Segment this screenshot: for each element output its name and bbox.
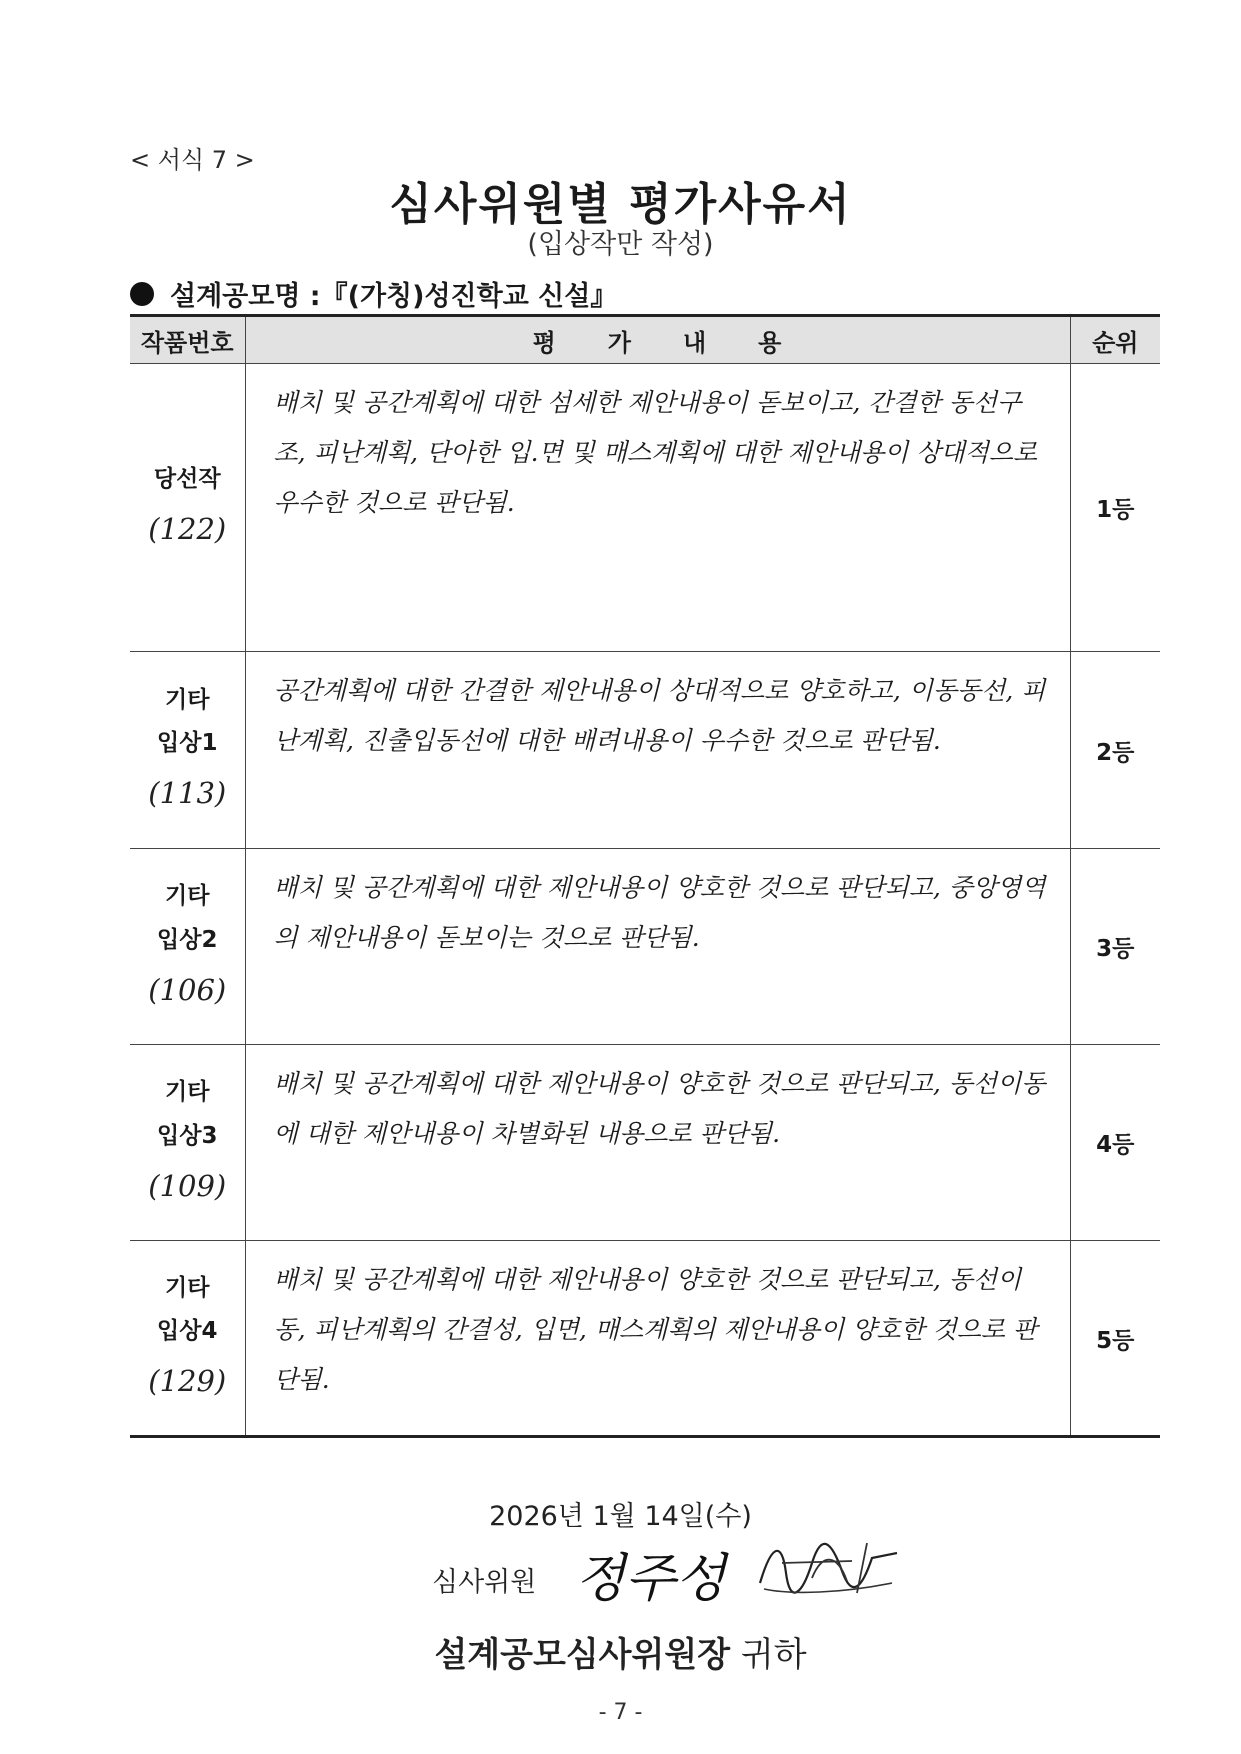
evaluation-table [130, 314, 1160, 1438]
entry-label: 당선작 [153, 466, 221, 493]
evaluation-content: 공간계획에 대한 간결한 제안내용이 상대적으로 양호하고, 이동동선, 피난계획, 진출입동선에 대한 배려내용이 우수한 것으로 판단됨. [245, 652, 1070, 849]
entry-number: (106) [148, 972, 227, 1007]
evaluation-content: 배치 및 공간계획에 대한 제안내용이 양호한 것으로 판단되고, 중앙영역의 제안내용이 돋보이는 것으로 판단됨. [245, 849, 1070, 1045]
rank-cell: 1등 [1070, 364, 1160, 652]
bullet-icon [130, 282, 154, 306]
entry-label: 입상2 [157, 926, 218, 953]
table-header-row [130, 316, 1160, 364]
page-number: - 7 - [598, 1700, 643, 1725]
form-label: < 서식 7 > [130, 146, 255, 174]
entry-label: 기타 [165, 883, 210, 910]
table-row [130, 849, 1160, 1045]
entry-label-cell [130, 849, 245, 1045]
header-content: 평가내용 [245, 316, 1070, 364]
entry-number: (109) [148, 1168, 227, 1203]
rank-cell: 2등 [1070, 652, 1160, 849]
table-row [130, 364, 1160, 652]
handwritten-signature [752, 1533, 902, 1603]
document-date: 2026년 1월 14일(수) [489, 1501, 752, 1532]
entry-label: 기타 [165, 686, 210, 713]
rank-cell: 5등 [1070, 1241, 1160, 1437]
table-row [130, 652, 1160, 849]
entry-number: (113) [148, 776, 227, 811]
entry-label-cell [130, 1045, 245, 1241]
header-entry-no: 작품번호 [130, 316, 245, 364]
page-subtitle: (입상작만 작성) [527, 229, 714, 260]
entry-number: (129) [148, 1364, 227, 1399]
addressee-suffix: 귀하 [740, 1635, 807, 1675]
table-row [130, 1241, 1160, 1437]
entry-label-cell [130, 652, 245, 849]
evaluation-content: 배치 및 공간계획에 대한 제안내용이 양호한 것으로 판단되고, 동선이동에 대한 제안내용이 차별화된 내용으로 판단됨. [245, 1045, 1070, 1241]
table-row [130, 1045, 1160, 1241]
entry-label: 기타 [165, 1274, 210, 1301]
judge-name: 정주성 [575, 1549, 726, 1609]
addressee-main: 설계공모심사위원장 [434, 1635, 731, 1675]
contest-name: 설계공모명 :『(가칭)성진학교 신설』 [170, 281, 618, 312]
contest-name-line [130, 274, 617, 313]
evaluation-content: 배치 및 공간계획에 대한 제안내용이 양호한 것으로 판단되고, 동선이동, 피난계획의 간결성, 입면, 매스계획의 제안내용이 양호한 것으로 판단됨. [245, 1241, 1070, 1437]
entry-label: 입상3 [157, 1122, 218, 1149]
entry-number: (122) [148, 511, 227, 546]
header-rank: 순위 [1070, 316, 1160, 364]
rank-cell: 4등 [1070, 1045, 1160, 1241]
rank-cell: 3등 [1070, 849, 1160, 1045]
page-title: 심사위원별 평가사유서 [389, 179, 852, 230]
entry-label: 입상1 [157, 730, 218, 757]
entry-label-cell [130, 1241, 245, 1437]
addressee [0, 1627, 1241, 1676]
evaluation-content: 배치 및 공간계획에 대한 섬세한 제안내용이 돋보이고, 간결한 동선구조, 피난계획, 단아한 입.면 및 매스계획에 대한 제안내용이 상대적으로 우수한 것으로 판단됨. [245, 364, 1070, 652]
entry-label: 기타 [165, 1079, 210, 1106]
judge-label: 심사위원 [432, 1567, 537, 1598]
entry-label: 입상4 [157, 1318, 218, 1345]
entry-label-cell [130, 364, 245, 652]
